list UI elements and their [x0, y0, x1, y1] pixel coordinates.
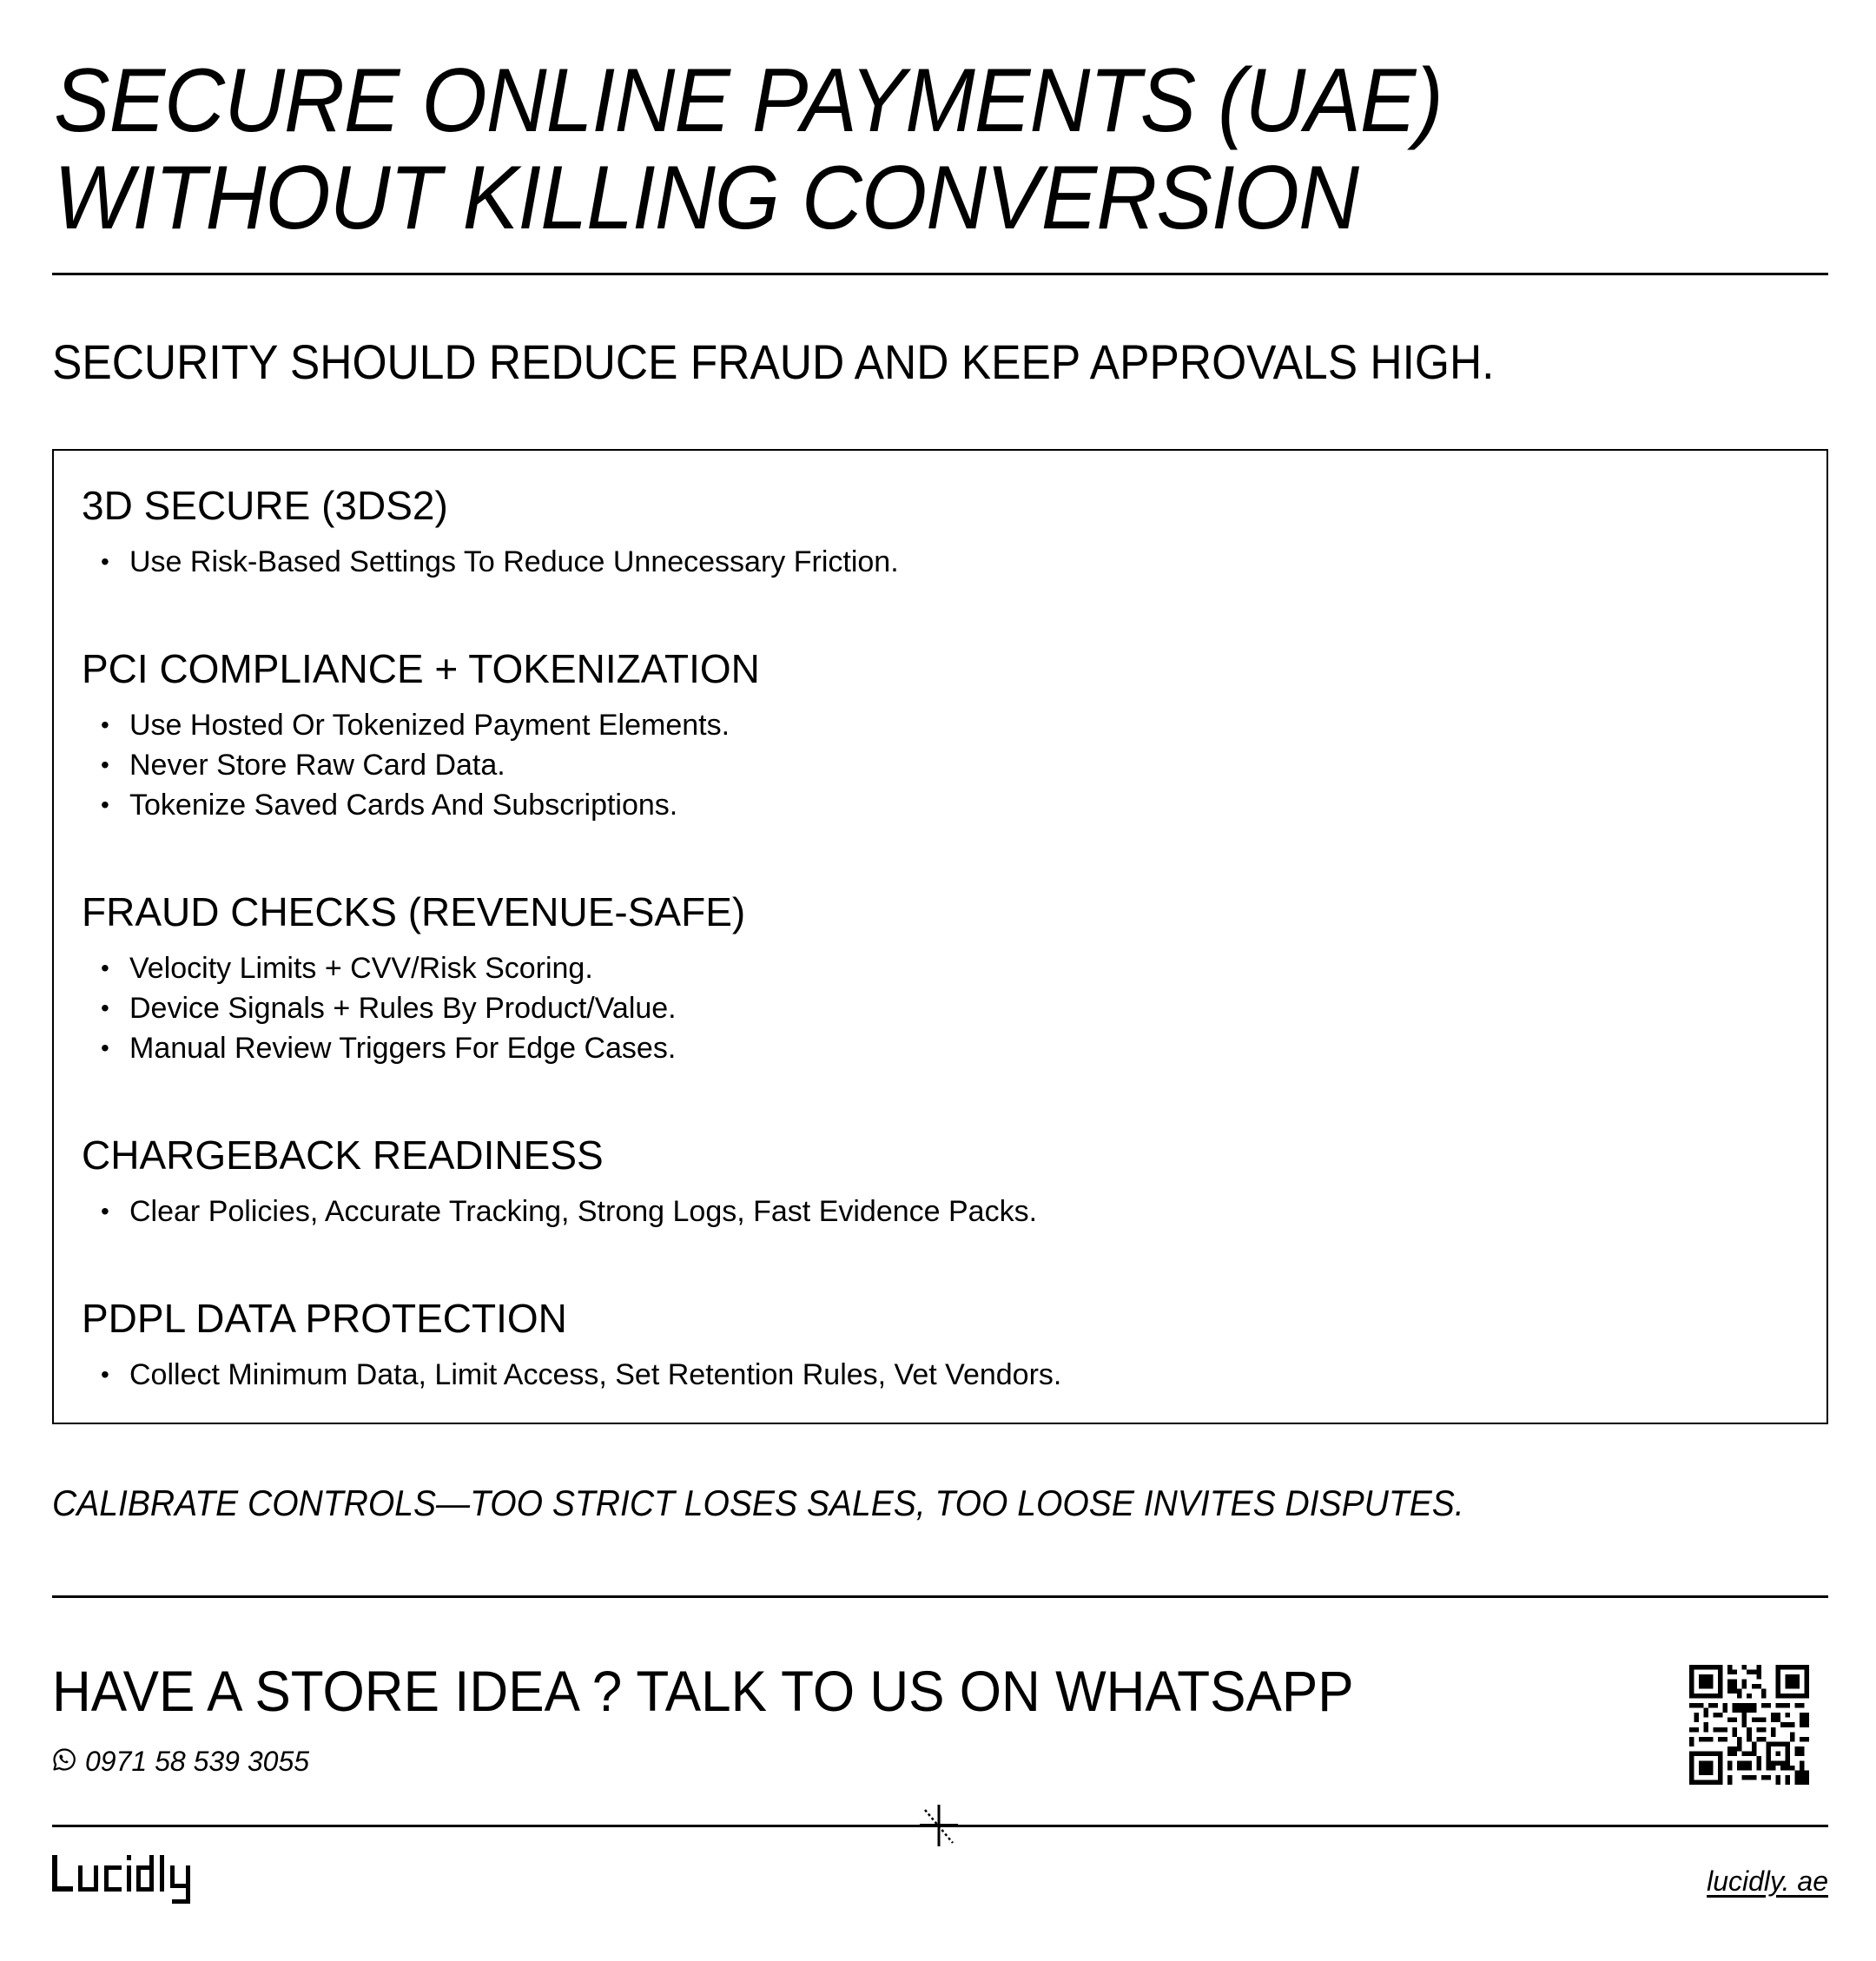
section-chargeback — [82, 1131, 1037, 1231]
section-3ds — [82, 481, 899, 582]
list-item: • Manual Review Triggers For Edge Cases. — [82, 1028, 745, 1068]
list-item: • Velocity Limits + CVV/Risk Scoring. — [82, 948, 745, 988]
bullet-icon: • — [101, 1198, 109, 1225]
section-pci — [82, 644, 760, 825]
bullet-list — [82, 705, 760, 825]
title-line-2: WITHOUT KILLING CONVERSION — [54, 148, 1358, 248]
whatsapp-icon — [52, 1747, 76, 1776]
bullet-icon: • — [101, 1361, 109, 1388]
bullet-icon: • — [101, 751, 109, 778]
bullet-list — [82, 1192, 1037, 1231]
section-heading: 3D SECURE (3DS2) — [82, 483, 448, 528]
crosshair-icon — [918, 1805, 960, 1846]
list-item: • Never Store Raw Card Data. — [82, 745, 760, 785]
bullet-icon: • — [101, 791, 109, 818]
phone-number[interactable]: 0971 58 539 3055 — [85, 1746, 310, 1777]
divider-top — [52, 273, 1828, 275]
list-item: • Tokenize Saved Cards And Subscriptions. — [82, 785, 760, 825]
bullet-list — [82, 948, 745, 1068]
list-item: • Use Risk-Based Settings To Reduce Unnecessary Friction. — [82, 542, 899, 582]
website-link[interactable]: lucidly. ae — [1707, 1865, 1828, 1897]
bullet-icon: • — [101, 548, 109, 575]
section-heading: PDPL DATA PROTECTION — [82, 1296, 567, 1341]
list-item: • Device Signals + Rules By Product/Value. — [82, 988, 745, 1028]
section-heading: PCI COMPLIANCE + TOKENIZATION — [82, 646, 760, 691]
subtitle: SECURITY SHOULD REDUCE FRAUD AND KEEP APPROVALS HIGH. — [52, 334, 1495, 389]
divider-middle — [52, 1595, 1828, 1598]
brand-logo[interactable] — [50, 1852, 207, 1907]
section-heading: CHARGEBACK READINESS — [82, 1132, 604, 1178]
list-item: • Collect Minimum Data, Limit Access, Set Retention Rules, Vet Vendors. — [82, 1355, 1061, 1395]
bullet-icon: • — [101, 994, 109, 1021]
title-line-1: SECURE ONLINE PAYMENTS (UAE) — [54, 50, 1443, 151]
calibration-note: CALIBRATE CONTROLS—TOO STRICT LOSES SALES, TOO LOOSE INVITES DISPUTES. — [52, 1482, 1464, 1523]
list-item: • Use Hosted Or Tokenized Payment Elements. — [82, 705, 760, 745]
bullet-icon: • — [101, 1034, 109, 1061]
bullet-list — [82, 542, 899, 582]
bullet-list — [82, 1355, 1061, 1395]
section-pdpl — [82, 1294, 1061, 1395]
list-item: • Clear Policies, Accurate Tracking, Strong Logs, Fast Evidence Packs. — [82, 1192, 1037, 1231]
qr-code-icon[interactable] — [1689, 1665, 1809, 1785]
section-fraud — [82, 888, 745, 1068]
section-heading: FRAUD CHECKS (REVENUE-SAFE) — [82, 889, 746, 934]
phone-contact[interactable] — [52, 1744, 309, 1779]
bullet-icon: • — [101, 954, 109, 981]
checklist-box — [52, 449, 1828, 1424]
whatsapp-cta: HAVE A STORE IDEA ? TALK TO US ON WHATSAPP — [52, 1659, 1354, 1723]
page-title — [54, 52, 1443, 247]
bullet-icon: • — [101, 711, 109, 738]
